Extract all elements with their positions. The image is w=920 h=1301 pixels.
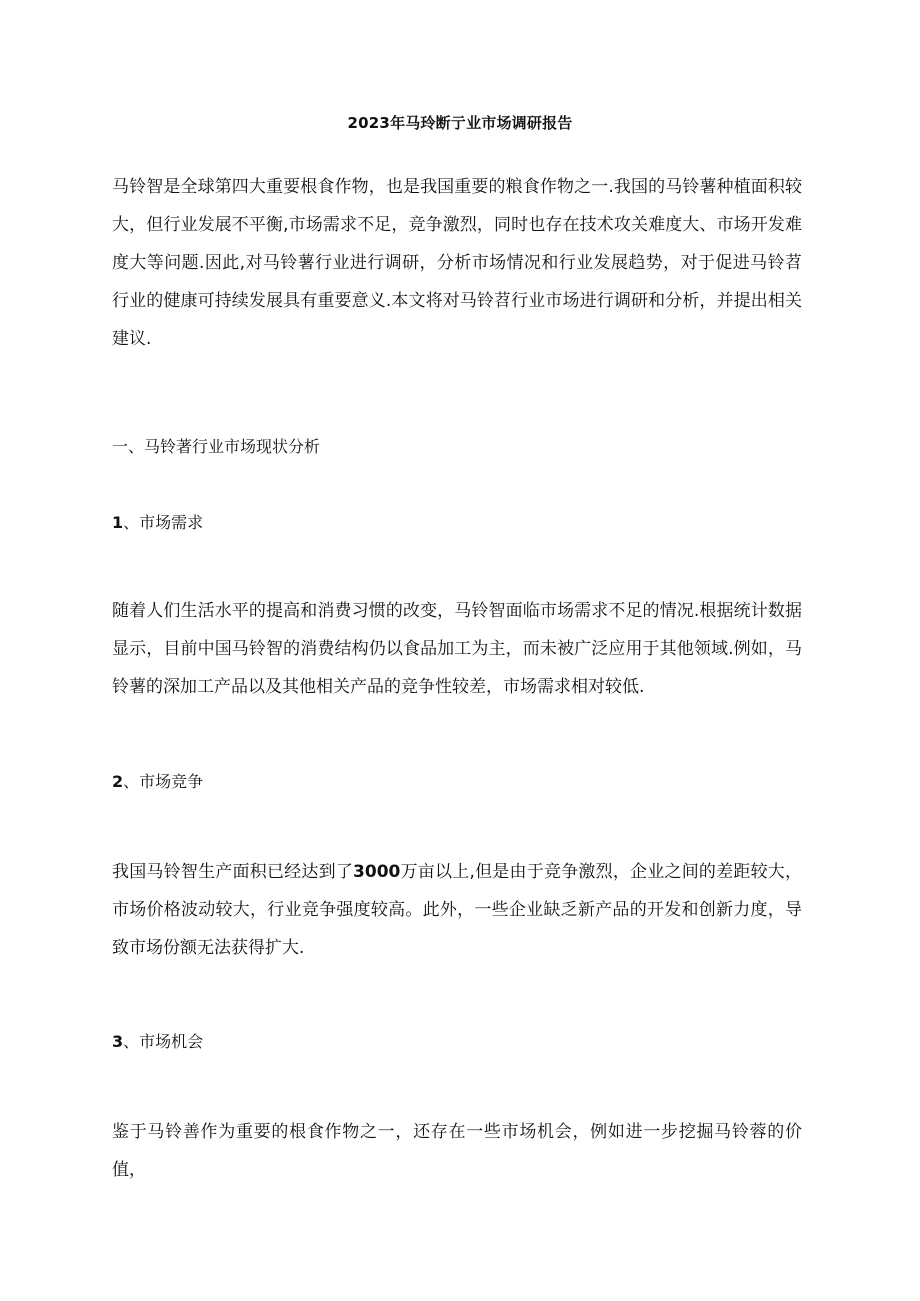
subheading-text: 、市场需求: [123, 513, 204, 532]
subheading-text: 、市场竞争: [123, 772, 204, 791]
subheading-number: 2: [112, 772, 124, 791]
intro-paragraph: 马铃智是全球第四大重要根食作物，也是我国重要的粮食作物之一.我国的马铃薯种植面积较大，但行业发展不平衡,市场需求不足，竞争激烈，同时也存在技术攻关难度大、市场开发难度大等问题.因此,对马铃薯行业进行调研，分析市场情况和行业发展趋势，对于促进马铃苕行业的健康可持续发展具有重要意义.本文将对马铃苕行业市场进行调研和分析，并提出相关建议.: [112, 177, 802, 349]
section-heading-market-status: 一、马铃著行业市场现状分析: [112, 437, 321, 456]
subheading-number: 3: [112, 1032, 124, 1051]
subheading-market-demand: [112, 511, 203, 535]
paragraph-text: 我国马铃智生产面积已经达到了: [112, 862, 354, 882]
subheading-text: 、市场机会: [123, 1032, 204, 1051]
market-demand-paragraph: 随着人们生活水平的提高和消费习惯的改变，马铃智面临市场需求不足的情况.根据统计数据显示，目前中国马铃智的消费结构仍以食品加工为主，而未被广泛应用于其他领域.例如，马铃薯的深加工产品以及其他相关产品的竞争性较差，市场需求相对较低.: [112, 601, 802, 697]
subheading-market-opportunity: [112, 1030, 203, 1054]
document-title: 2023年马玲断亍业市场调研报告: [347, 114, 573, 132]
subheading-number: 1: [112, 513, 124, 532]
subheading-market-competition: [112, 770, 203, 794]
market-competition-paragraph: [112, 853, 802, 967]
paragraph-text: 万亩以上,但是由于竞争激烈，企业之间的差距较大，市场价格波动较大，行业竞争强度较高。此外，一些企业缺乏新产品的开发和创新力度，导致市场份额无法获得扩大.: [112, 862, 802, 958]
area-figure: 3000: [353, 862, 401, 882]
market-opportunity-paragraph: 鉴于马铃善作为重要的根食作物之一，还存在一些市场机会，例如进一步挖掘马铃蓉的价值，: [112, 1122, 802, 1180]
